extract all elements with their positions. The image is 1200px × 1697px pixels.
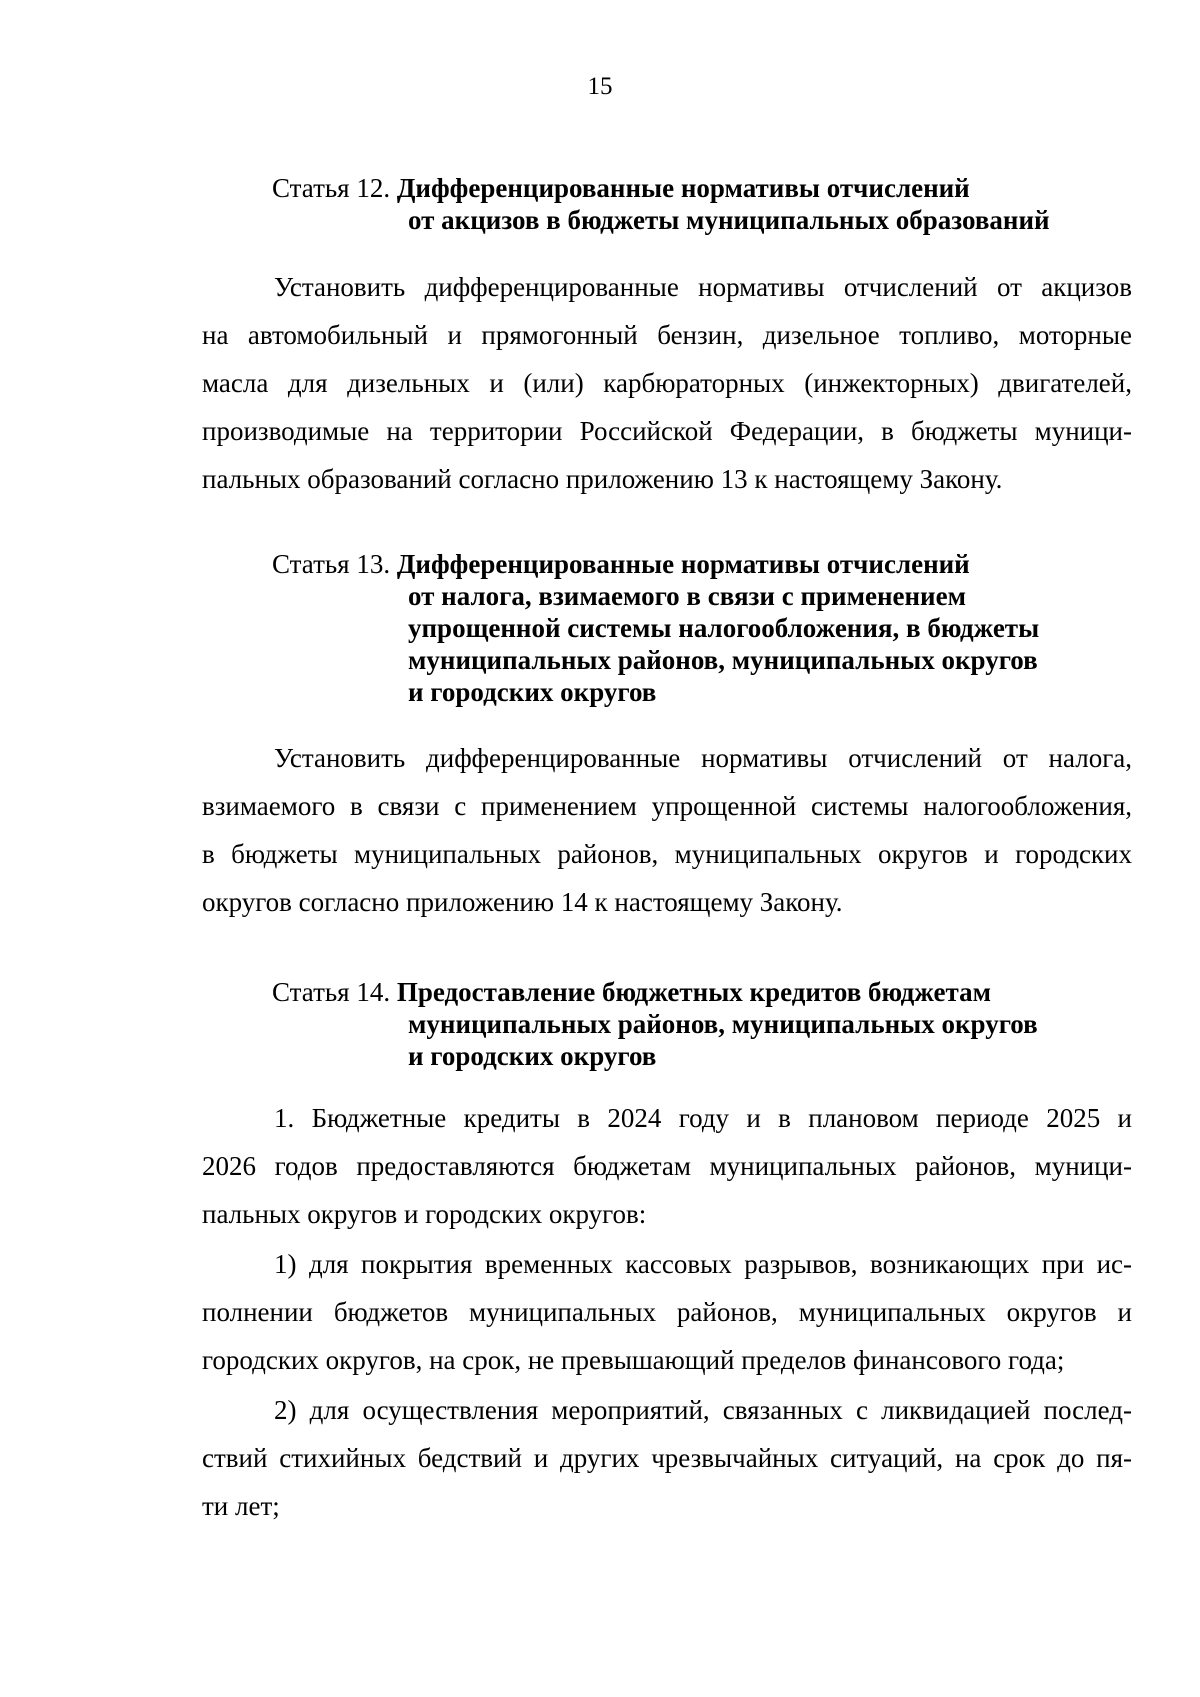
article-14-title-line: и городских округов (408, 1041, 657, 1071)
paragraph-line: масла для дизельных и (или) карбюраторных (инжекторных) двигателей, (202, 368, 1132, 398)
paragraph-line: полнении бюджетов муниципальных районов, муниципальных округов и (202, 1297, 1132, 1327)
article-13-title-line: муниципальных районов, муниципальных округов (408, 645, 1038, 675)
article-13-prefix: Статья 13. (272, 549, 397, 579)
paragraph-line: Установить дифференцированные нормативы отчислений от налога, (274, 743, 1132, 773)
article-14-title-line: муниципальных районов, муниципальных округов (408, 1009, 1038, 1039)
article-13-title-line: Дифференцированные нормативы отчислений (396, 549, 970, 579)
paragraph-line: округов согласно приложению 14 к настоящему Закону. (202, 887, 843, 917)
paragraph-line: в бюджеты муниципальных районов, муниципальных округов и городских (202, 839, 1132, 869)
paragraph-line: на автомобильный и прямогонный бензин, дизельное топливо, моторные (202, 320, 1132, 350)
article-12-paragraph (202, 263, 1132, 503)
paragraph-line: ствий стихийных бедствий и других чрезвычайных ситуаций, на срок до пя- (202, 1443, 1132, 1473)
page-number: 15 (587, 73, 613, 100)
article-12-title-line: Дифференцированные нормативы отчислений (396, 173, 970, 203)
paragraph-line: пальных округов и городских округов: (202, 1199, 647, 1229)
article-14-title-line: Предоставление бюджетных кредитов бюджетам (396, 977, 991, 1007)
article-13-title-line: от налога, взимаемого в связи с применением (408, 581, 966, 611)
paragraph-line: 2026 годов предоставляются бюджетам муниципальных районов, муници- (202, 1151, 1132, 1181)
article-13-paragraph (202, 734, 1132, 926)
article-13-heading (272, 548, 1132, 708)
article-14-paragraph-1 (202, 1094, 1132, 1238)
paragraph-line: ти лет; (202, 1491, 280, 1521)
article-14-heading (272, 976, 1132, 1072)
paragraph-line: городских округов, на срок, не превышающий пределов финансового года; (202, 1345, 1065, 1375)
article-13-title-line: и городских округов (408, 677, 657, 707)
article-12-prefix: Статья 12. (272, 173, 397, 203)
article-14-paragraph-3 (202, 1386, 1132, 1530)
paragraph-line: 2) для осуществления мероприятий, связанных с ликвидацией послед- (274, 1395, 1132, 1425)
paragraph-line: 1. Бюджетные кредиты в 2024 году и в плановом периоде 2025 и (274, 1103, 1132, 1133)
article-12-heading (272, 172, 1132, 236)
article-13-title-line: упрощенной системы налогообложения, в бюджеты (408, 613, 1040, 643)
paragraph-line: Установить дифференцированные нормативы отчислений от акцизов (274, 272, 1132, 302)
paragraph-line: 1) для покрытия временных кассовых разрывов, возникающих при ис- (274, 1249, 1132, 1279)
article-14-prefix: Статья 14. (272, 977, 397, 1007)
article-14-paragraph-2 (202, 1240, 1132, 1384)
paragraph-line: пальных образований согласно приложению 13 к настоящему Закону. (202, 464, 1003, 494)
article-12-title-line: от акцизов в бюджеты муниципальных образований (408, 205, 1050, 235)
paragraph-line: производимые на территории Российской Федерации, в бюджеты муници- (202, 416, 1132, 446)
paragraph-line: взимаемого в связи с применением упрощенной системы налогообложения, (202, 791, 1132, 821)
